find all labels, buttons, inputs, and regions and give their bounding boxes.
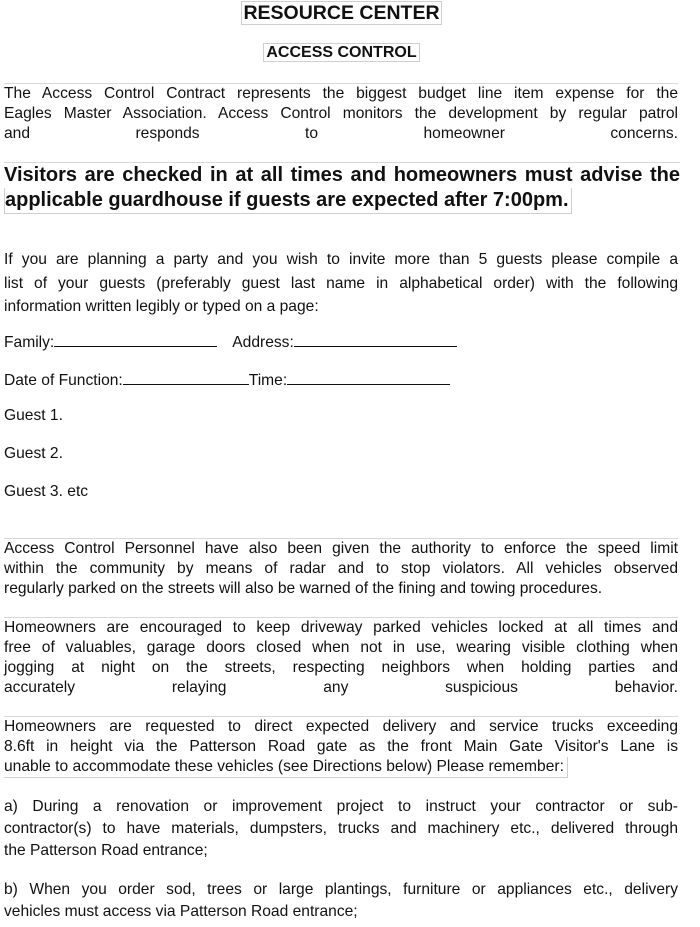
section-title — [0, 42, 683, 64]
guest-entry: Guest 1. — [4, 407, 63, 424]
list-item-a — [4, 796, 678, 862]
intro-line: Eagles Master Association. Access Control monitors the development by regular patrol — [4, 105, 678, 122]
homeowners-line: accurately relaying any suspicious behavior. — [4, 679, 678, 696]
list-item-a-line: the Patterson Road entrance; — [4, 842, 208, 859]
guest-notice-line: Visitors are checked in at all times and homeowners must advise the — [4, 164, 680, 186]
party-line: information written legibly or typed on a page: — [4, 298, 319, 315]
party-paragraph — [4, 248, 678, 319]
date-time-row — [4, 370, 450, 391]
homeowners-line: free of valuables, garage doors closed when not in use, wearing visible clothing when — [4, 639, 678, 656]
delivery-line: Homeowners are requested to direct expected delivery and service trucks exceeding — [4, 718, 678, 735]
guest-entry: Guest 2. — [4, 445, 63, 462]
homeowners-paragraph — [4, 617, 678, 698]
personnel-paragraph — [4, 538, 678, 599]
guest-notice-line: applicable guardhouse if guests are expected after 7:00pm. — [4, 188, 572, 214]
date-field[interactable] — [123, 370, 249, 385]
page-title-text: RESOURCE CENTER — [243, 2, 440, 24]
address-field[interactable] — [294, 332, 457, 347]
intro-line: and responds to homeowner concerns. — [4, 125, 678, 142]
section-title-text: ACCESS CONTROL — [263, 43, 419, 62]
time-label: Time: — [248, 372, 288, 389]
list-item-a-line: contractor(s) to have materials, dumpsters, trucks and machinery etc., delivered through — [4, 820, 678, 837]
date-label: Date of Function: — [4, 372, 123, 389]
delivery-line: unable to accommodate these vehicles (see Directions below) Please remember: — [4, 757, 568, 778]
address-label: Address: — [232, 334, 294, 351]
homeowners-line: Homeowners are encouraged to keep driveway parked vehicles locked at all times and — [4, 619, 678, 636]
homeowners-line: jogging at night on the streets, respecting neighbors when holding parties and — [4, 659, 678, 676]
personnel-line: within the community by means of radar and to stop violators. All vehicles observed — [4, 560, 678, 577]
party-line: list of your guests (preferably guest last name in alphabetical order) with the following — [4, 274, 678, 292]
page-title — [0, 1, 683, 25]
list-item-b-line: b) When you order sod, trees or large plantings, furniture or appliances etc., delivery — [4, 881, 678, 898]
delivery-line: 8.6ft in height via the Patterson Road gate as the front Main Gate Visitor's Lane is — [4, 738, 678, 755]
personnel-line: regularly parked on the streets will also be warned of the fining and towing procedures. — [4, 580, 603, 597]
intro-line: The Access Control Contract represents the biggest budget line item expense for the — [4, 85, 678, 102]
guest-notice — [4, 162, 680, 214]
intro-paragraph — [4, 83, 678, 144]
personnel-line: Access Control Personnel have also been given the authority to enforce the speed limit — [4, 540, 678, 557]
list-item-b — [4, 879, 678, 923]
party-line: If you are planning a party and you wish to invite more than 5 guests please compile a — [4, 251, 678, 268]
family-label: Family: — [4, 334, 55, 351]
family-address-row — [4, 332, 457, 353]
delivery-paragraph — [4, 716, 678, 778]
guest-entry: Guest 3. etc — [4, 483, 89, 500]
family-field[interactable] — [54, 332, 217, 347]
time-field[interactable] — [287, 370, 450, 385]
list-item-b-line: vehicles must access via Patterson Road entrance; — [4, 903, 358, 920]
list-item-a-line: a) During a renovation or improvement project to instruct your contractor or sub- — [4, 798, 678, 815]
